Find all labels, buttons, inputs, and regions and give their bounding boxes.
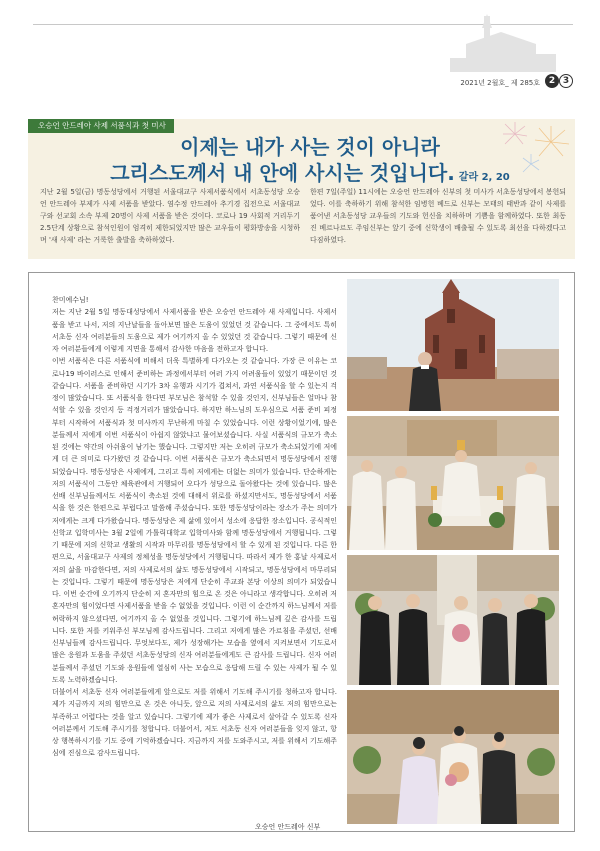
page-number-right: 3 <box>559 74 573 88</box>
letter-body <box>52 294 337 760</box>
group-photo-illustration <box>347 555 559 685</box>
photo-group-with-priests <box>347 555 559 685</box>
section-tag: 오승언 안드레아 사제 서품식과 첫 미사 <box>28 119 174 133</box>
headline-line-1: 이제는 내가 사는 것이 아니라 <box>180 135 440 159</box>
altar-photo-illustration <box>347 416 559 550</box>
letter-paragraph: 이번 서품식은 다른 서품식에 비해서 더욱 특별하게 다가오는 것 같습니다. 가장 큰 이유는 코로나19 바이러스로 인해서 준비하는 과정에서부터 여러 가지 어려움들이 있었기 때문이던 것 같습니다. 서품을 준비하던 시기가 3차 유행과 시기가 겹쳐서, 과연 서품식을 할 수 있는지 걱정이 많았습니다. 또 서품식을 한다면 부모님은 참석할 수 있을 것인지, 신부님들은 얼마나 참석할 수 있을 것인지 등 걱정거리가 많았습니다. 하지만 하느님의 도우심으로 서품 준비 피정부터 시작하여 서품식과 첫 미사까지 무난하게 마칠 수 있었습니다. 이런 상황이었기에, 많은 분들께서 저에게 이번 서품식이 아쉽지 않았냐고 물어보셨습니다. 사실 서품식의 규모가 축소된 것에는 약간의 아쉬움이 남기는 했습니다. 그렇지만 저는 오히려 규모가 축소되었기에 저에게 더 큰 의미로 다가왔던 것 같습니다. 이번 서품식은 규모가 축소되면서 명동성당에서 진행되었습니다. 명동성당은 사제에게, 그리고 특히 저에게는 더없는 의미가 있습니다. 단순하게는 저의 서품식이 그동안 체육관에서 거행되어 오다가 성당으로 돌아왔다는 것에 있습니다. 많은 선배 신부님들께서도 서품식이 축소된 것에 대해서 위로를 하셨지만서도, 명동성당에서 서품식을 한 것은 한편으로 부럽다고 말씀해 주셨습니다. 또한 명동성당이라는 장소가 주는 의미가 저에게는 크게 다가왔습니다. 명동성당은 제 삶에 있어서 성소에 응답한 장소입니다. 공식적인 신학교 입학미사는 3월 2일에 가톨릭대학교 입학미사와 함께 명동성당에서 거행됩니다. 그렇기 때문에 저의 신학교 생활의 시작과 마무리를 명동성당에서 할 수 있게 된 것입니다. 다른 한편으로, 서울대교구 사제의 정체성을 명동성당에서 거행됩니다. 따라서 제가 한 홍날 사제로서 저의 삶을 마감한다면, 저의 사제로서의 삶도 명동성당에서 시작되고, 명동성당에서 마무리되는 것입니다. 그렇기 때문에 명동성당은 저에게 단순히 주교좌 본당 이상의 의미가 되었습니다. 이번 순간에 오기까지 단순히 저 혼자만의 힘으로 온 것은 아니라고 생각합니다. 오히려 저 혼자만의 힘이었다면 사제서품을 받을 수 없었을 것입니다. 이런 이 순간까지 하느님께서 저를 허락하지 않으셨다면, 여기까지 올 수 없었을 것입니다. 그렇기에 하느님께 깊은 감사를 드립니다. 또한 저를 키워주신 부모님께 감사드립니다. 그리고 저에게 많은 가르침을 주셨던, 선배 신부님들께 감사드립니다. 무엇보다도, 제가 성장해가는 모습을 옆에서 지켜보면서 기도로서 많은 응원과 도움을 주셨던 서초동성당의 신자 여러분들에게도 큰 감사를 드립니다. 신자 여러분들께서 주셨던 기도와 응원들에 열심히 사는 모습으로 응답해 드릴 수 있는 사제가 될 수 있도록 노력하겠습니다. <box>52 357 337 684</box>
scripture-reference: 갈라 2, 20 <box>458 172 510 183</box>
headline-line-2-text: 그리스도께서 내 안에 사시는 것입니다. <box>110 161 455 185</box>
page-number-left: 2 <box>545 74 559 88</box>
letter-paragraph: 찬미예수님! <box>52 296 89 304</box>
intro-paragraph-right: 한편 7일(주일) 11시에는 오승언 안드레아 신부의 첫 미사가 서초동성당에서 봉헌되었다. 이를 축하하기 위해 참석한 임병헌 베드로 신부는 모태의 태반과 같이 사제를 품어낸 서초동성당 교우들의 기도와 헌신을 치하하며 기쁨을 함께하였다. 또한 최동진 베르나르도 주임신부는 앞기 중에 신학생이 배출될 수 있도록 최선을 다하겠다고 다짐하였다. <box>310 188 566 245</box>
family-photo-illustration <box>347 690 559 824</box>
photo-cathedral-exterior <box>347 279 559 411</box>
letter-signature: 오승언 안드레아 신부 <box>255 823 321 831</box>
photo-first-mass-altar <box>347 416 559 550</box>
photo-priest-with-family <box>347 690 559 824</box>
cathedral-photo-illustration <box>347 279 559 411</box>
letter-paragraph: 저는 지난 2월 5일 명동대성당에서 사제서품을 받은 오승언 안드레아 새 사제입니다. 사제서품을 받고 나서, 저의 지난날들을 돌아보면 많은 도움이 있었던 것 같습니다. 그 중에서도 특히 서초동 신자 여러분들의 도움으로 제가 여기까지 올 수 있었던 것 같습니다. 그렇기 때문에 신자 여러분들에게 이렇게 지면을 통해서 감사한 마음을 전하고자 합니다. <box>52 308 337 353</box>
issue-label: 2021년 2월호_ 제 285호 <box>460 79 540 87</box>
intro-paragraph-left: 지난 2월 5일(금) 명동성당에서 거행된 서울대교구 사제서품식에서 서초동성당 오승언 안드레아 부제가 사제 서품을 받았다. 염수정 안드레아 추기경 집전으로 서울대교구와 선교회 소속 부제 20명이 사제 서품을 받은 것이다. 코로나 19 사회적 거리두기 2.5단계 상황으로 참석인원이 엄격히 제한되었지만 많은 교우들이 평화방송을 시청하며 '새 사제' 라는 거룩한 출발을 축하하였다. <box>40 188 300 245</box>
page-header <box>0 0 600 70</box>
headline <box>80 134 540 191</box>
cathedral-silhouette-icon <box>446 14 556 72</box>
letter-paragraph: 더불어서 서초동 신자 여러분들에게 앞으로도 저를 위해서 기도해 주시기를 청하고자 합니다. 제가 지금까지 저의 힘만으로 온 것은 아니듯, 앞으로 저의 사제로서의 삶도 저의 힘만으로는 부족하고 어렵다는 것을 알고 있습니다. 그렇기에 제가 좋은 사제로서 살아갈 수 있도록 신자 여러분께서 기도해 주시기를 청합니다. 더불어서, 저도 서초동 신자 여러분들을 잊지 않고, 항상 행복하시기를 기도 중에 기억하겠습니다. 지금까지 저를 도와주시고, 저를 위해서 기도해주심에 진심으로 감사드립니다. <box>52 688 337 758</box>
